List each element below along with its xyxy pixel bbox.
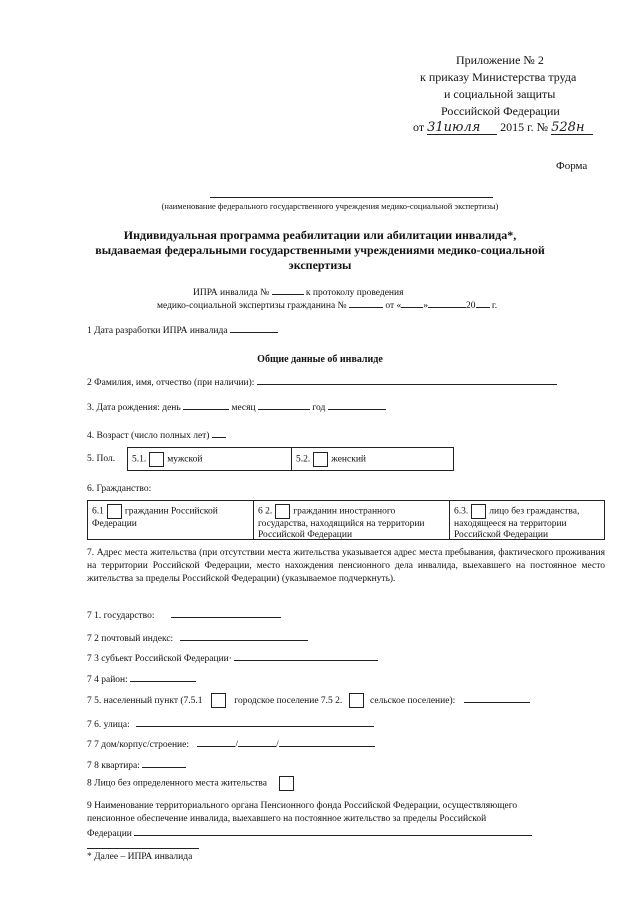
district-label: 7 4 район: bbox=[87, 675, 128, 685]
year-field[interactable] bbox=[476, 298, 490, 308]
year-suffix: г. bbox=[491, 301, 498, 311]
apartment-label: 7 8 квартира: bbox=[87, 761, 140, 771]
sex-table-male bbox=[127, 447, 292, 471]
protocol-label: к протоколу проведения bbox=[305, 288, 404, 298]
citizenship-option-foreign bbox=[253, 500, 450, 540]
birth-day-label: 3. Дата рождения: день bbox=[87, 403, 181, 413]
institution-line bbox=[210, 197, 493, 198]
male-label: мужской bbox=[167, 454, 203, 465]
district-row bbox=[87, 672, 196, 685]
pension-fund-line-2: пенсионное обеспечение инвалида, выехавшего на постоянное жительство за пределы Российской bbox=[87, 814, 487, 824]
year-text: 2015 г. № bbox=[500, 120, 549, 134]
order-line: к приказу Министерства труда bbox=[420, 70, 577, 84]
homeless-checkbox[interactable] bbox=[279, 776, 294, 791]
settlement-field[interactable] bbox=[464, 693, 530, 703]
structure-field[interactable] bbox=[279, 737, 375, 747]
male-number: 5.1. bbox=[132, 454, 147, 465]
street-label: 7 6. улица: bbox=[87, 720, 130, 730]
ipra-number-field[interactable] bbox=[272, 285, 304, 295]
document-title-3: экспертизы bbox=[288, 258, 352, 272]
apartment-field[interactable] bbox=[142, 758, 186, 768]
birth-date-row bbox=[87, 400, 386, 413]
document-title-2: выдаваемая федеральными государственными учреждениями медико-социальной bbox=[95, 243, 545, 257]
rf-label: гражданин Российской Федерации bbox=[92, 506, 218, 529]
house-field[interactable] bbox=[197, 737, 235, 747]
pension-fund-line-1: 9 Наименование территориального органа Пенсионного фонда Российской Федерации, осуществляющего bbox=[87, 801, 518, 811]
pension-fund-line-3 bbox=[87, 826, 532, 839]
foreign-checkbox[interactable] bbox=[275, 504, 290, 519]
pension-fund-field[interactable] bbox=[134, 826, 532, 836]
document-title-1: Индивидуальная программа реабилитации или абилитации инвалида*, bbox=[123, 228, 517, 242]
street-row bbox=[87, 717, 374, 730]
region-row bbox=[87, 651, 378, 664]
order-date-line bbox=[413, 120, 593, 135]
day-field[interactable] bbox=[401, 298, 423, 308]
homeless-label: 8 Лицо без определенного места жительства bbox=[87, 778, 267, 789]
house-row: 7 7 дом/корпус/строение: / / bbox=[87, 737, 375, 750]
form-label: Форма bbox=[556, 160, 588, 172]
citizenship-option-rf bbox=[87, 500, 254, 540]
apartment-row bbox=[87, 758, 186, 771]
country-field[interactable] bbox=[171, 608, 281, 618]
country-label: 7 1. государство: bbox=[87, 611, 155, 621]
female-checkbox[interactable] bbox=[313, 452, 328, 467]
rural-checkbox[interactable] bbox=[349, 693, 364, 708]
citizenship-option-stateless bbox=[449, 500, 605, 540]
birth-year-label: год bbox=[312, 403, 326, 413]
foreign-label: гражданин иностранного государства, находящийся на территории Российской Федерации bbox=[258, 506, 425, 540]
full-name-field[interactable] bbox=[257, 375, 557, 385]
urban-checkbox[interactable] bbox=[211, 693, 226, 708]
rural-label: сельское поселение): bbox=[370, 696, 456, 706]
sex-table-female bbox=[291, 447, 454, 471]
settlement-row bbox=[87, 693, 530, 708]
district-field[interactable] bbox=[130, 672, 196, 682]
age-row bbox=[87, 428, 226, 441]
postal-label: 7 2 почтовый индекс: bbox=[87, 634, 174, 644]
street-field[interactable] bbox=[136, 717, 374, 727]
month-field[interactable] bbox=[428, 298, 466, 308]
federation-line: Российской Федерации bbox=[441, 104, 560, 118]
region-label: 7 3 субъект Российской Федерации· bbox=[87, 654, 232, 664]
expertise-label: медико-социальной экспертизы гражданина № bbox=[157, 301, 347, 311]
house-label: 7 7 дом/корпус/строение: bbox=[87, 740, 189, 750]
female-number: 5.2. bbox=[296, 454, 311, 465]
from-label: от « bbox=[385, 301, 402, 311]
settlement-label: 7 5. населенный пункт (7.5.1 bbox=[87, 696, 203, 706]
foreign-number: 6 2. bbox=[258, 506, 273, 517]
stateless-checkbox[interactable] bbox=[471, 504, 486, 519]
ipra-line-1 bbox=[193, 285, 403, 298]
country-row bbox=[87, 608, 281, 621]
age-label: 4. Возраст (число полных лет) bbox=[87, 431, 210, 441]
stateless-number: 6.3. bbox=[454, 506, 469, 517]
postal-field[interactable] bbox=[180, 631, 308, 641]
development-date-field[interactable] bbox=[230, 323, 278, 333]
birth-year-field[interactable] bbox=[328, 400, 386, 410]
handwritten-number: 528н bbox=[551, 122, 593, 135]
male-checkbox[interactable] bbox=[149, 452, 164, 467]
handwritten-date: 31июля bbox=[427, 122, 497, 135]
rf-number: 6.1 bbox=[92, 506, 104, 517]
rf-checkbox[interactable] bbox=[107, 504, 122, 519]
appendix-title: Приложение № 2 bbox=[456, 53, 544, 67]
institution-caption: (наименование федерального государственного учреждения медико-социальной экспертизы) bbox=[161, 201, 499, 211]
ministry-line: и социальной защиты bbox=[444, 87, 556, 101]
postal-row bbox=[87, 631, 308, 644]
age-field[interactable] bbox=[212, 428, 226, 438]
stateless-label: лицо без гражданства, находящееся на территории Российской Федерации bbox=[454, 506, 580, 540]
urban-label: городское поселение 7.5 2. bbox=[234, 696, 343, 706]
development-date-row bbox=[87, 323, 278, 336]
pension-fund-label: Федерации bbox=[87, 829, 132, 839]
citizenship-label: 6. Гражданство: bbox=[87, 484, 152, 494]
region-field[interactable] bbox=[234, 651, 378, 661]
birth-month-label: месяц bbox=[231, 403, 256, 413]
full-name-label: 2 Фамилия, имя, отчество (при наличии): bbox=[87, 378, 255, 388]
homeless-row bbox=[87, 776, 297, 791]
development-date-label: 1 Дата разработки ИПРА инвалида bbox=[87, 326, 228, 336]
footnote-divider bbox=[87, 848, 199, 849]
footnote: * Далее – ИПРА инвалида bbox=[87, 852, 193, 862]
female-label: женский bbox=[331, 454, 366, 465]
address-description: 7. Адрес места жительства (при отсутствии места жительства указывается адрес места пребывания, фактического проживания на территории Российской Федерации, место нахождения пенсионного дела инвалида, выехавшего на постоянное место жительства за пределы Российской Федерации) (указываемое подчеркнуть). bbox=[87, 548, 605, 584]
ipra-label: ИПРА инвалида № bbox=[193, 288, 270, 298]
sex-label: 5. Пол. bbox=[87, 454, 116, 464]
ipra-line-2 bbox=[157, 298, 497, 311]
birth-day-field[interactable] bbox=[183, 400, 229, 410]
date-prefix: от bbox=[413, 120, 425, 134]
full-name-row bbox=[87, 375, 557, 388]
quote-close: » bbox=[423, 301, 429, 311]
birth-month-field[interactable] bbox=[258, 400, 310, 410]
building-field[interactable] bbox=[238, 737, 276, 747]
section-title: Общие данные об инвалиде bbox=[257, 354, 383, 365]
expertise-number-field[interactable] bbox=[349, 298, 383, 308]
century-label: 20 bbox=[466, 301, 476, 311]
